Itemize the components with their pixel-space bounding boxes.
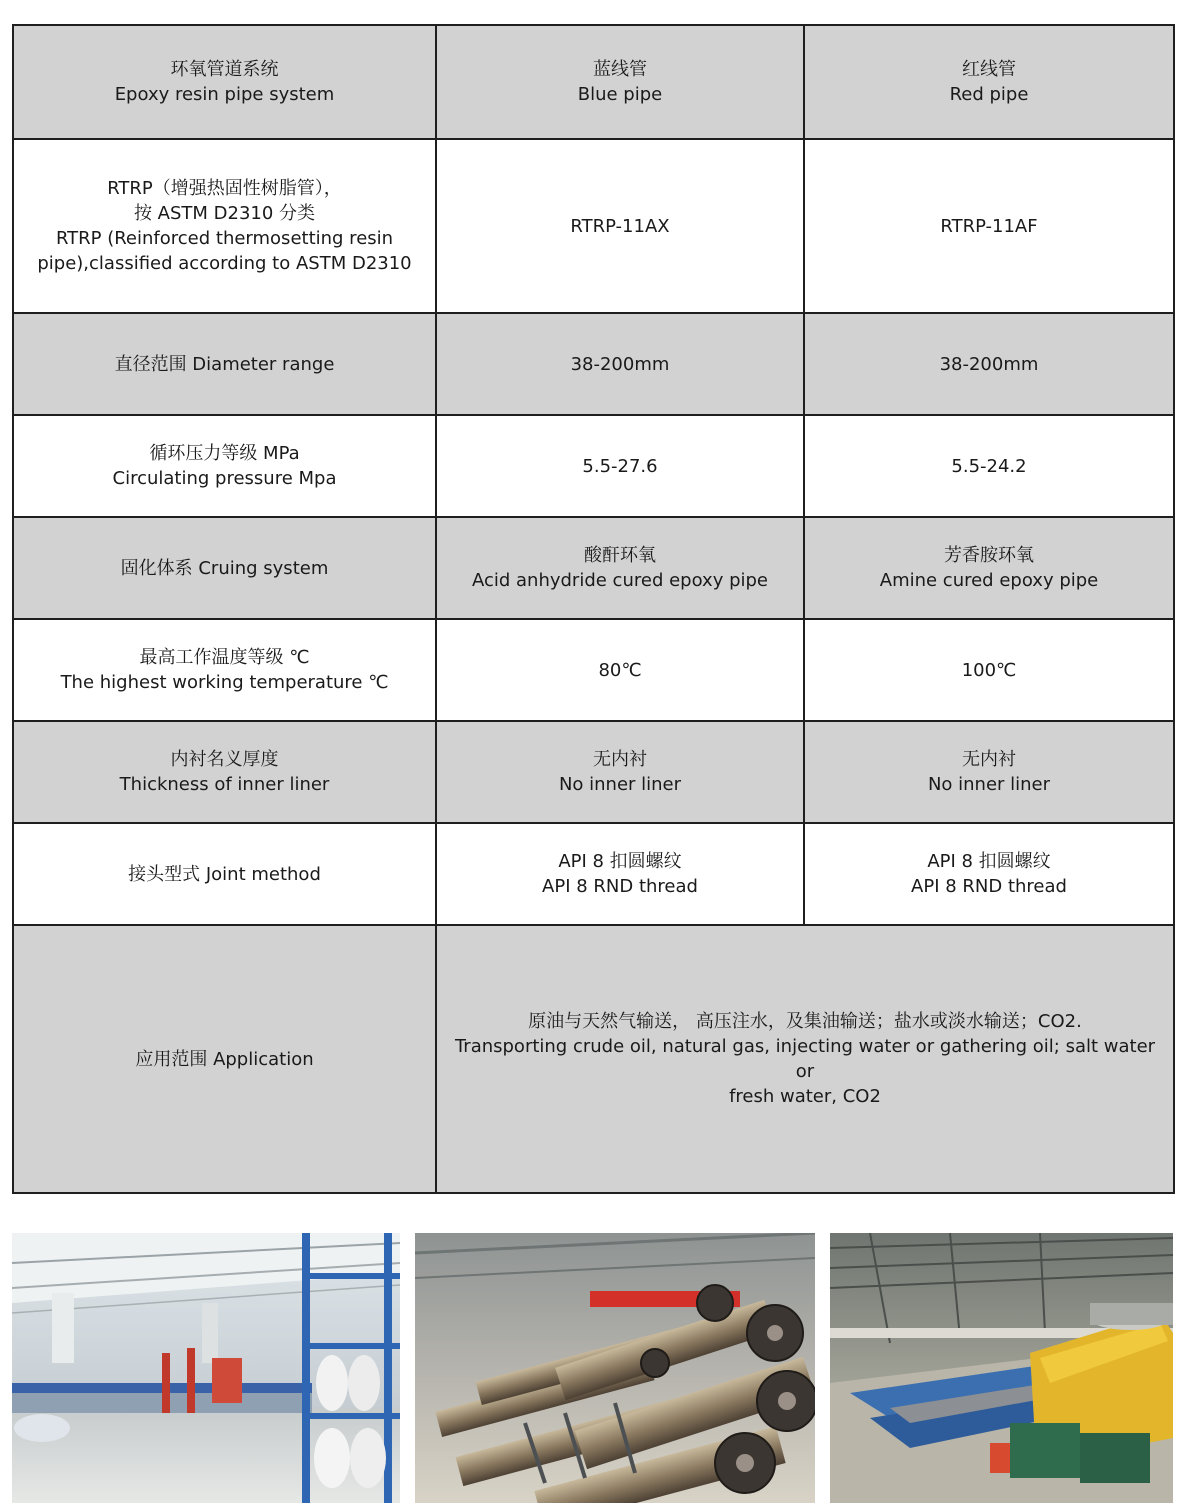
header-blue-en: Blue pipe xyxy=(577,84,663,105)
label-line: The highest working temperature ℃ xyxy=(60,672,389,693)
label-line: Circulating pressure Mpa xyxy=(112,468,337,489)
red-temperature xyxy=(804,619,1174,721)
header-row xyxy=(13,25,1174,139)
value-line: Acid anhydride cured epoxy pipe xyxy=(471,570,769,591)
header-red-pipe xyxy=(804,25,1174,139)
value-line: 无内衬 xyxy=(593,749,647,770)
blue-curing xyxy=(436,517,804,619)
label-curing xyxy=(13,517,436,619)
red-joint xyxy=(804,823,1174,925)
value-application xyxy=(436,925,1174,1193)
label-line: 接头型式 Joint method xyxy=(128,863,321,885)
label-application xyxy=(13,925,436,1193)
label-line: 直径范围 Diameter range xyxy=(114,353,335,375)
header-system-zh: 环氧管道系统 xyxy=(170,59,279,80)
row-application xyxy=(13,925,1174,1193)
value-line: API 8 扣圆螺纹 xyxy=(927,851,1051,872)
value-line: 5.5-27.6 xyxy=(582,455,658,477)
red-liner xyxy=(804,721,1174,823)
value-line: 80℃ xyxy=(598,659,642,681)
label-temperature xyxy=(13,619,436,721)
value-line: fresh water, CO2 xyxy=(729,1086,881,1107)
label-line: RTRP (Reinforced thermosetting resin xyxy=(55,228,394,249)
blue-liner xyxy=(436,721,804,823)
label-line: 按 ASTM D2310 分类 xyxy=(133,203,316,224)
header-red-en: Red pipe xyxy=(949,84,1029,105)
value-line: 酸酐环氧 xyxy=(584,545,656,566)
row-joint xyxy=(13,823,1174,925)
blue-joint xyxy=(436,823,804,925)
production-line-photo xyxy=(830,1233,1173,1503)
label-pressure xyxy=(13,415,436,517)
value-line: RTRP-11AX xyxy=(570,215,670,237)
value-line: 38-200mm xyxy=(570,353,670,375)
red-pressure xyxy=(804,415,1174,517)
label-joint xyxy=(13,823,436,925)
header-system-en: Epoxy resin pipe system xyxy=(114,84,335,105)
blue-pressure xyxy=(436,415,804,517)
label-liner xyxy=(13,721,436,823)
row-diameter xyxy=(13,313,1174,415)
header-red-zh: 红线管 xyxy=(962,59,1016,80)
pipe-storage-photo xyxy=(415,1233,815,1503)
header-blue-zh: 蓝线管 xyxy=(593,59,647,80)
row-curing xyxy=(13,517,1174,619)
value-line: 5.5-24.2 xyxy=(951,455,1027,477)
label-diameter xyxy=(13,313,436,415)
red-curing xyxy=(804,517,1174,619)
factory-workshop-photo xyxy=(12,1233,400,1503)
red-diameter xyxy=(804,313,1174,415)
value-line: 38-200mm xyxy=(939,353,1039,375)
label-line: 循环压力等级 MPa xyxy=(149,443,300,464)
row-rtrp-class xyxy=(13,139,1174,313)
blue-rtrp xyxy=(436,139,804,313)
header-blue-pipe xyxy=(436,25,804,139)
label-line: 固化体系 Cruing system xyxy=(120,557,329,579)
value-line: 芳香胺环氧 xyxy=(944,545,1034,566)
value-line: 无内衬 xyxy=(962,749,1016,770)
row-liner xyxy=(13,721,1174,823)
value-line: 100℃ xyxy=(961,659,1017,681)
value-line: API 8 扣圆螺纹 xyxy=(558,851,682,872)
label-line: 应用范围 Application xyxy=(135,1048,314,1070)
label-rtrp xyxy=(13,139,436,313)
value-line: Amine cured epoxy pipe xyxy=(879,570,1099,591)
blue-temperature xyxy=(436,619,804,721)
label-line: Thickness of inner liner xyxy=(119,774,330,795)
value-line: RTRP-11AF xyxy=(940,215,1038,237)
blue-diameter xyxy=(436,313,804,415)
value-line: No inner liner xyxy=(927,774,1051,795)
red-rtrp xyxy=(804,139,1174,313)
label-line: pipe),classified according to ASTM D2310 xyxy=(37,253,412,274)
label-line: RTRP（增强热固性树脂管）， xyxy=(107,178,342,199)
row-pressure xyxy=(13,415,1174,517)
label-line: 内衬名义厚度 xyxy=(170,749,279,770)
header-system xyxy=(13,25,436,139)
row-temperature xyxy=(13,619,1174,721)
spec-table xyxy=(12,24,1175,1194)
value-line: Transporting crude oil, natural gas, injecting water or gathering oil; salt water or xyxy=(454,1036,1156,1082)
value-line: API 8 RND thread xyxy=(542,876,698,897)
value-line: API 8 RND thread xyxy=(911,876,1067,897)
value-line: 原油与天然气输送， 高压注水，及集油输送；盐水或淡水输送；CO2. xyxy=(528,1011,1082,1032)
label-line: 最高工作温度等级 ℃ xyxy=(139,647,310,668)
value-line: No inner liner xyxy=(558,774,682,795)
